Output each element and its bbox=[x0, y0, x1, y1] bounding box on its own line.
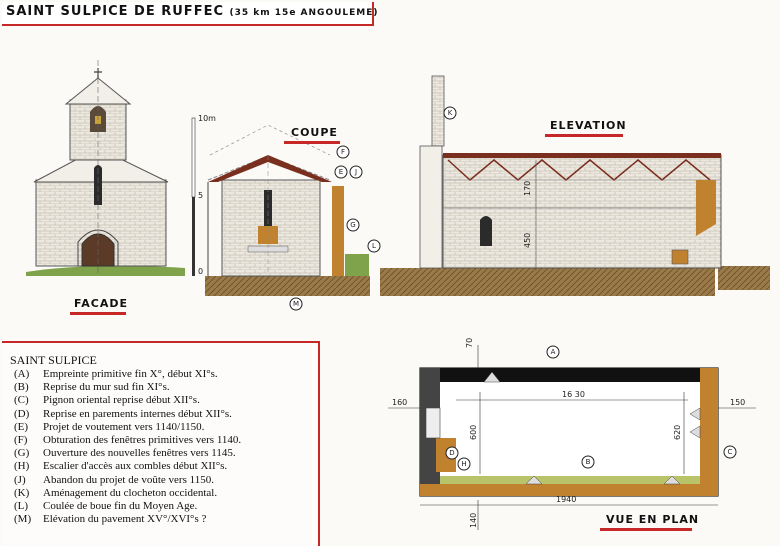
label-elevation-underline bbox=[545, 134, 623, 137]
legend-key: (L) bbox=[14, 499, 29, 512]
plan-dim-bottom: 140 bbox=[469, 512, 478, 528]
scale-10m: 10m bbox=[198, 114, 216, 123]
label-plan-underline bbox=[600, 528, 692, 531]
legend-item bbox=[14, 434, 241, 447]
legend-key: (F) bbox=[14, 433, 28, 446]
label-coupe-underline bbox=[284, 141, 340, 144]
legend-key: (A) bbox=[14, 368, 30, 380]
legend-item bbox=[14, 421, 241, 434]
legend-item bbox=[14, 394, 241, 407]
legend-text: Empreinte primitive fin X°, début XI°s. bbox=[43, 368, 218, 380]
plan-dim-right: 150 bbox=[730, 398, 746, 407]
svg-text:L: L bbox=[372, 242, 376, 250]
label-elevation: ELEVATION bbox=[550, 119, 627, 132]
plan-dim-left: 160 bbox=[392, 398, 408, 407]
elevation-drawing bbox=[380, 76, 770, 296]
legend-key: (C) bbox=[14, 394, 29, 407]
marker-j bbox=[350, 166, 362, 178]
marker-a bbox=[547, 346, 559, 358]
facade-drawing bbox=[26, 60, 185, 276]
legend-key: (M) bbox=[14, 513, 32, 526]
legend-text: Pignon oriental reprise début XII°s. bbox=[43, 394, 200, 407]
svg-text:G: G bbox=[350, 221, 356, 229]
legend-item bbox=[14, 487, 241, 500]
legend-item bbox=[14, 447, 241, 460]
legend-item bbox=[14, 460, 241, 473]
svg-text:H: H bbox=[461, 460, 467, 468]
plan-drawing bbox=[388, 338, 756, 530]
scale-0: 0 bbox=[198, 267, 204, 276]
legend-text: Abandon du projet de voûte vers 1150. bbox=[43, 473, 214, 486]
marker-k bbox=[444, 107, 456, 119]
legend-item bbox=[14, 408, 241, 421]
legend-item bbox=[14, 513, 241, 526]
marker-c bbox=[724, 446, 736, 458]
legend-key: (D) bbox=[14, 407, 30, 420]
svg-text:K: K bbox=[447, 109, 453, 117]
marker-l bbox=[368, 240, 380, 252]
plan-dim-width-right: 620 bbox=[673, 424, 682, 440]
legend-panel bbox=[2, 341, 320, 546]
legend-key: (K) bbox=[14, 486, 30, 499]
legend-text: Projet de voutement vers 1140/1150. bbox=[43, 420, 205, 433]
legend-item bbox=[14, 474, 241, 487]
legend-key: (H) bbox=[14, 460, 30, 473]
marker-h bbox=[458, 458, 470, 470]
legend-text: Escalier d'accès aux combles début XII°s. bbox=[43, 460, 228, 473]
plan-dim-inner-length: 16 30 bbox=[562, 390, 585, 399]
plan-dim-width-left: 600 bbox=[469, 424, 478, 440]
svg-text:C: C bbox=[727, 448, 733, 456]
svg-text:F: F bbox=[340, 148, 346, 156]
legend-text: Reprise en parements internes début XII°s. bbox=[43, 407, 232, 420]
legend-text: Coulée de boue fin du Moyen Age. bbox=[43, 499, 198, 512]
plan-dim-top: 70 bbox=[465, 337, 474, 348]
legend-text: Reprise du mur sud fin XI°s. bbox=[43, 381, 170, 394]
marker-g bbox=[347, 219, 359, 231]
legend-item bbox=[14, 500, 241, 513]
plan-dim-total-length: 1940 bbox=[556, 495, 577, 504]
legend-list bbox=[14, 368, 241, 526]
label-coupe: COUPE bbox=[291, 126, 338, 139]
legend-title: SAINT SULPICE bbox=[10, 353, 97, 367]
label-facade-underline bbox=[70, 312, 126, 315]
elev-dim-lower: 450 bbox=[523, 232, 532, 248]
svg-text:J: J bbox=[354, 168, 358, 176]
legend-key: (G) bbox=[14, 447, 30, 460]
marker-d bbox=[446, 447, 458, 459]
legend-item bbox=[14, 381, 241, 394]
scale-bar bbox=[192, 114, 216, 276]
legend-key: (E) bbox=[14, 420, 29, 433]
title-main: SAINT SULPICE DE RUFFEC bbox=[6, 4, 224, 19]
legend-key: (J) bbox=[14, 473, 26, 486]
label-facade: FACADE bbox=[74, 297, 128, 310]
marker-m bbox=[290, 298, 302, 310]
marker-f bbox=[337, 146, 349, 158]
svg-text:E: E bbox=[338, 168, 344, 176]
elev-dim-upper: 170 bbox=[523, 180, 532, 196]
legend-text: Obturation des fenêtres primitives vers 1140. bbox=[43, 433, 242, 446]
legend-text: Aménagement du clocheton occidental. bbox=[43, 486, 218, 499]
legend-item bbox=[14, 368, 241, 381]
svg-text:A: A bbox=[550, 348, 556, 356]
title-subtitle: (35 km 15e ANGOULEME) bbox=[229, 8, 379, 18]
scale-5: 5 bbox=[198, 191, 204, 200]
svg-text:M: M bbox=[292, 300, 300, 308]
marker-e bbox=[335, 166, 347, 178]
svg-text:D: D bbox=[449, 449, 455, 457]
marker-b bbox=[582, 456, 594, 468]
label-vue-en-plan: VUE EN PLAN bbox=[606, 513, 700, 526]
legend-key: (B) bbox=[14, 381, 29, 394]
svg-text:B: B bbox=[585, 458, 591, 466]
legend-text: Ouverture des nouvelles fenêtres vers 1145. bbox=[43, 447, 236, 460]
legend-text: Elévation du pavement XV°/XVI°s ? bbox=[43, 513, 207, 526]
